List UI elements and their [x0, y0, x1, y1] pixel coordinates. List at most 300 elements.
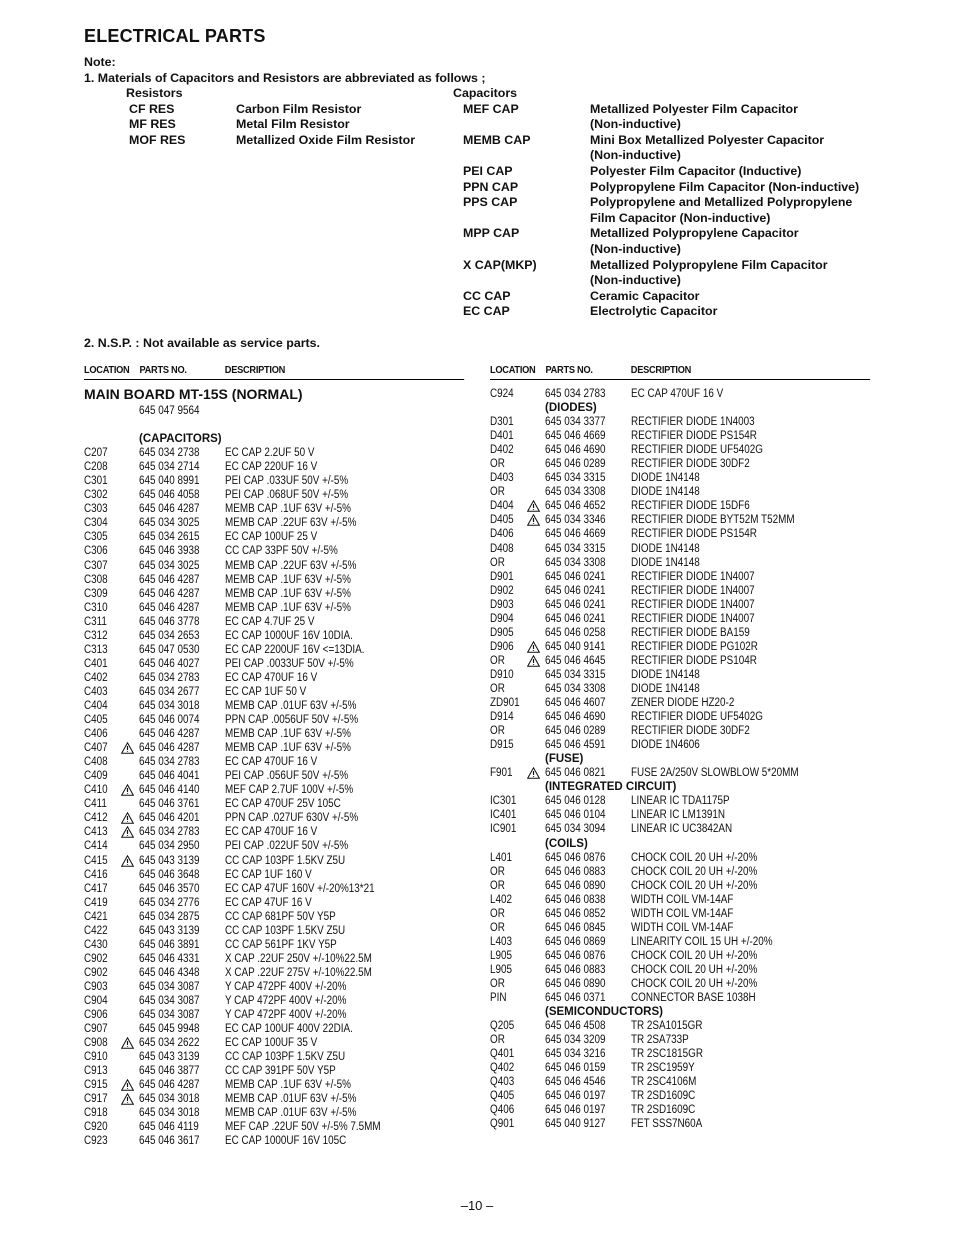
parts-row [84, 657, 464, 671]
part-location-text: C401 [84, 657, 108, 670]
parts-row [84, 530, 464, 544]
parts-row [490, 724, 870, 738]
part-number-text: 645 034 3216 [545, 1048, 606, 1061]
warning-triangle-icon [527, 655, 540, 667]
part-description-text: RECTIFIER DIODE UF5402G [631, 444, 763, 457]
part-number-text: 645 046 0074 [139, 714, 200, 727]
part-description-text: DIODE 1N4148 [631, 472, 700, 485]
part-description-text: WIDTH COIL VM-14AF [631, 907, 734, 920]
part-location-text: D903 [490, 598, 514, 611]
part-description-text: CC CAP 33PF 50V +/-5% [225, 545, 338, 558]
part-number-text: 645 034 3209 [545, 1034, 606, 1047]
part-description-text: RECTIFIER DIODE 1N4007 [631, 612, 755, 625]
warning-triangle-icon [121, 1037, 134, 1049]
header-location: LOCATION [84, 364, 130, 376]
parts-row [490, 485, 870, 499]
part-number-text: 645 046 4645 [545, 654, 606, 667]
header-description: DESCRIPTION [630, 364, 692, 376]
parts-row [490, 415, 870, 429]
warning-triangle-icon [121, 1093, 134, 1105]
part-description-text: EC CAP 1000UF 16V 105C [225, 1135, 347, 1148]
part-location-text: Q401 [490, 1048, 515, 1061]
part-description-text: LINEAR IC UC3842AN [631, 823, 733, 836]
parts-row [490, 443, 870, 457]
abbr-description: Carbon Film Resistor [236, 101, 362, 116]
part-location-text: OR [490, 654, 505, 667]
part-location-text: Q403 [490, 1076, 515, 1089]
part-location-text: C309 [84, 587, 108, 600]
part-number-text: 645 046 4140 [139, 784, 200, 797]
part-number-text: 645 046 0883 [545, 865, 606, 878]
part-number-text: 645 034 2714 [139, 461, 200, 474]
abbr-description-line: Metallized Polypropylene Capacitor [590, 226, 799, 241]
parts-row [84, 488, 464, 502]
abbr-description-line: Mini Box Metallized Polyester Capacitor [590, 132, 825, 147]
part-location-text: C306 [84, 545, 108, 558]
part-number-text: 645 034 2738 [139, 447, 200, 460]
parts-row [490, 640, 870, 654]
part-description-text: TR 2SA733P [631, 1034, 689, 1047]
part-location-text: C412 [84, 812, 108, 825]
abbr-code: X CAP(MKP) [463, 257, 537, 272]
part-number-text: 645 045 9948 [139, 1023, 200, 1036]
part-number-text: 645 034 3018 [139, 1107, 200, 1120]
part-description-text: RECTIFIER DIODE 1N4007 [631, 584, 755, 597]
parts-row [84, 839, 464, 853]
part-location-text: C303 [84, 503, 108, 516]
part-number-text: 645 046 0128 [545, 795, 606, 808]
part-description-text: EC CAP 2200UF 16V <=13DIA. [225, 643, 365, 656]
parts-row [490, 991, 870, 1005]
part-description-text: MEMB CAP .1UF 63V +/-5% [225, 503, 351, 516]
part-number-text: 645 046 0821 [545, 767, 606, 780]
abbr-code: PPS CAP [463, 195, 518, 210]
part-number-text: 645 034 3308 [545, 556, 606, 569]
abbr-description-line: Film Capacitor (Non-inductive) [590, 210, 771, 225]
parts-row [84, 769, 464, 783]
note-1: 1. Materials of Capacitors and Resistors are abbreviated as follows ; [84, 70, 486, 85]
part-number-text: 645 034 3087 [139, 1009, 200, 1022]
part-description-text: EC CAP 470UF 16 V [225, 756, 318, 769]
part-number-text: 645 034 2776 [139, 896, 200, 909]
part-location-text: C410 [84, 784, 108, 797]
part-description-text: Y CAP 472PF 400V +/-20% [225, 980, 347, 993]
abbr-description-line: (Non-inductive) [590, 241, 681, 256]
column-header [84, 362, 464, 380]
part-number-text: 645 046 0241 [545, 612, 606, 625]
part-location-text: L402 [490, 893, 513, 906]
part-description-text: DIODE 1N4148 [631, 556, 700, 569]
abbr-description-line: Metallized Polyester Film Capacitor [590, 101, 798, 116]
part-description-text: EC CAP 47UF 16 V [225, 896, 312, 909]
part-description-text: EC CAP 220UF 16 V [225, 461, 318, 474]
part-description-text: CHOCK COIL 20 UH +/-20% [631, 977, 758, 990]
parts-row [84, 1036, 464, 1050]
part-number-text: 645 046 4591 [545, 739, 606, 752]
part-description-text: MEMB CAP .1UF 63V +/-5% [225, 573, 351, 586]
parts-row [490, 879, 870, 893]
part-location-text: C903 [84, 980, 108, 993]
part-number-text: 645 034 2615 [139, 531, 200, 544]
part-location-text: C414 [84, 840, 108, 853]
warning-triangle-icon [121, 826, 134, 838]
parts-row [490, 387, 870, 401]
part-description-text: EC CAP 470UF 16 V [631, 388, 724, 400]
part-description-text: X CAP .22UF 250V +/-10%22.5M [225, 952, 372, 965]
abbr-description-line: (Non-inductive) [590, 273, 681, 288]
parts-row [84, 587, 464, 601]
warning-triangle-icon [121, 855, 134, 867]
parts-row [84, 854, 464, 868]
part-description-text: WIDTH COIL VM-14AF [631, 893, 734, 906]
part-description-text: RECTIFIER DIODE 15DF6 [631, 500, 750, 513]
part-number-text: 645 046 0197 [545, 1090, 606, 1103]
part-number-text: 645 034 3308 [545, 486, 606, 499]
part-location-text: D301 [490, 416, 514, 429]
abbr-code: MF RES [129, 117, 176, 132]
abbr-description [590, 195, 883, 226]
resistor-abbr-row [129, 133, 415, 149]
part-description-text: EC CAP 100UF 400V 22DIA. [225, 1023, 353, 1036]
part-number-text: 645 034 3315 [545, 542, 606, 555]
parts-row [490, 527, 870, 541]
resistor-list [129, 102, 415, 149]
part-number-text: 645 046 0869 [545, 935, 606, 948]
abbr-description [590, 258, 883, 289]
section-heading-row [490, 837, 870, 851]
capacitor-abbr-row [463, 102, 883, 133]
part-location-text: C910 [84, 1051, 108, 1064]
abbr-description-line: (Non-inductive) [590, 117, 681, 132]
notes-section [84, 55, 884, 319]
part-description-text: Y CAP 472PF 400V +/-20% [225, 1009, 347, 1022]
part-location-text: C915 [84, 1079, 108, 1092]
parts-row [490, 893, 870, 907]
abbr-description: Metallized Oxide Film Resistor [236, 132, 416, 147]
part-description-text: RECTIFIER DIODE PS154R [631, 528, 757, 541]
part-location-text: C415 [84, 854, 108, 867]
part-location-text: C308 [84, 573, 108, 586]
abbr-description [590, 164, 883, 180]
part-description-text: TR 2SD1609C [631, 1104, 696, 1117]
part-location-text: C305 [84, 531, 108, 544]
parts-row [84, 1078, 464, 1092]
abbr-description [590, 180, 883, 196]
part-description-text: TR 2SC1959Y [631, 1062, 695, 1075]
part-number-text: 645 046 3891 [139, 938, 200, 951]
part-location-text: L905 [490, 949, 513, 962]
part-number-text: 645 046 4287 [139, 1079, 200, 1092]
abbr-code: MPP CAP [463, 226, 520, 241]
parts-row [490, 499, 870, 513]
abbr-description [590, 289, 883, 305]
parts-row [490, 584, 870, 598]
part-location-text: C902 [84, 966, 108, 979]
parts-row [490, 935, 870, 949]
part-number-text: 645 046 0890 [545, 879, 606, 892]
part-number-text: 645 046 4348 [139, 966, 200, 979]
part-description-text: TR 2SD1609C [631, 1090, 696, 1103]
part-location-text: Q406 [490, 1104, 515, 1117]
part-description-text: CHOCK COIL 20 UH +/-20% [631, 949, 758, 962]
section-heading: (CAPACITORS) [139, 433, 222, 446]
part-number-text: 645 046 4546 [545, 1076, 606, 1089]
part-number-text: 645 034 3018 [139, 699, 200, 712]
part-description-text: CHOCK COIL 20 UH +/-20% [631, 879, 758, 892]
parts-list-left [84, 404, 464, 1148]
header-parts-no: PARTS NO. [545, 364, 593, 376]
part-location-text: C409 [84, 770, 108, 783]
parts-list-right [490, 387, 870, 1131]
parts-row [490, 710, 870, 724]
part-description-text: RECTIFIER DIODE 30DF2 [631, 458, 750, 471]
part-location-text: OR [490, 907, 505, 920]
part-number-text: 645 046 4287 [139, 728, 200, 741]
parts-row [84, 643, 464, 657]
part-description-text: RECTIFIER DIODE 1N4003 [631, 416, 755, 429]
parts-row [490, 1089, 870, 1103]
part-location-text: C430 [84, 938, 108, 951]
parts-row [84, 966, 464, 980]
abbr-description: Metal Film Resistor [236, 117, 350, 132]
part-location-text: Q205 [490, 1020, 515, 1033]
parts-row [84, 755, 464, 769]
capacitor-list [463, 102, 883, 320]
abbr-description-line: Polypropylene and Metallized Polypropylene [590, 195, 853, 210]
column-header [490, 362, 870, 380]
part-location-text: D404 [490, 500, 514, 513]
part-number-text: 645 046 4287 [139, 742, 200, 755]
section-heading-row [490, 401, 870, 415]
part-description-text: MEF CAP .22UF 50V +/-5% 7.5MM [225, 1121, 381, 1134]
parts-row [84, 868, 464, 882]
part-description-text: LINEAR IC TDA1175P [631, 795, 730, 808]
part-location-text: L403 [490, 935, 513, 948]
part-description-text: DIODE 1N4148 [631, 486, 700, 499]
part-number-text: 645 046 3648 [139, 868, 200, 881]
parts-row [84, 797, 464, 811]
parts-row [490, 1047, 870, 1061]
abbr-description [590, 304, 883, 320]
part-description-text: FET SSS7N60A [631, 1118, 703, 1131]
part-description-text: PEI CAP .068UF 50V +/-5% [225, 489, 349, 502]
part-location-text: D402 [490, 444, 514, 457]
part-number-text: 645 046 4690 [545, 711, 606, 724]
warning-triangle-icon [121, 784, 134, 796]
part-description-text: RECTIFIER DIODE UF5402G [631, 711, 763, 724]
part-description-text: CC CAP 103PF 1.5KV Z5U [225, 854, 346, 867]
parts-row [84, 952, 464, 966]
part-location-text: C419 [84, 896, 108, 909]
parts-column-right [490, 362, 870, 1131]
part-description-text: MEMB CAP .1UF 63V +/-5% [225, 742, 351, 755]
parts-row [84, 1050, 464, 1064]
part-location-text: D401 [490, 430, 514, 443]
section-heading-row [490, 752, 870, 766]
part-description-text: EC CAP 1UF 160 V [225, 868, 312, 881]
part-number-text: 645 034 2677 [139, 685, 200, 698]
parts-row [490, 738, 870, 752]
part-description-text: DIODE 1N4148 [631, 668, 700, 681]
parts-row [84, 446, 464, 460]
part-description-text: MEMB CAP .1UF 63V +/-5% [225, 1079, 351, 1092]
part-location-text: IC301 [490, 795, 517, 808]
part-location-text: C312 [84, 629, 108, 642]
page-number: –10 – [460, 1198, 494, 1213]
part-number-text: 645 034 3025 [139, 559, 200, 572]
part-number-text: 645 046 4508 [545, 1020, 606, 1033]
part-number-text: 645 046 4201 [139, 812, 200, 825]
section-heading: (INTEGRATED CIRCUIT) [545, 781, 677, 794]
capacitor-abbr-row [463, 164, 883, 180]
part-number-text: 645 046 4669 [545, 430, 606, 443]
part-location-text: D403 [490, 472, 514, 485]
abbr-description-line: Ceramic Capacitor [590, 288, 700, 303]
parts-row [490, 1117, 870, 1131]
part-description-text: RECTIFIER DIODE PG102R [631, 640, 758, 653]
part-description-text: MEF CAP 2.7UF 100V +/-5% [225, 784, 354, 797]
part-location-text: OR [490, 921, 505, 934]
part-location-text: C902 [84, 952, 108, 965]
part-number-text: 645 043 3139 [139, 1051, 200, 1064]
part-location-text: D408 [490, 542, 514, 555]
abbr-code: MEMB CAP [463, 132, 531, 147]
abbr-description-line: Metallized Polypropylene Film Capacitor [590, 257, 828, 272]
parts-row [490, 513, 870, 527]
page-title: ELECTRICAL PARTS [84, 26, 266, 46]
note-2: 2. N.S.P. : Not available as service parts. [84, 336, 321, 350]
parts-row [490, 1103, 870, 1117]
parts-row [490, 668, 870, 682]
parts-row [84, 629, 464, 643]
abbr-code: EC CAP [463, 304, 510, 319]
parts-row [84, 741, 464, 755]
part-location-text: PIN [490, 992, 507, 1005]
part-location-text: C208 [84, 461, 108, 474]
parts-row [490, 654, 870, 668]
part-description-text: DIODE 1N4148 [631, 682, 700, 695]
parts-column-left [84, 362, 464, 1148]
part-number-text: 645 034 3346 [545, 514, 606, 527]
part-number-text: 645 046 0289 [545, 725, 606, 738]
parts-row [84, 418, 464, 432]
part-location-text: OR [490, 486, 505, 499]
part-number-text: 645 046 0258 [545, 626, 606, 639]
part-number-text: 645 040 9127 [545, 1118, 606, 1131]
part-number-text: 645 046 0197 [545, 1104, 606, 1117]
part-location-text: C310 [84, 601, 108, 614]
part-description-text: CC CAP 391PF 50V Y5P [225, 1065, 336, 1078]
part-description-text: RECTIFIER DIODE PS104R [631, 654, 757, 667]
capacitor-abbr-row [463, 195, 883, 226]
header-location: LOCATION [490, 364, 536, 376]
part-location-text: D910 [490, 668, 514, 681]
parts-row [84, 460, 464, 474]
part-description-text: LINEAR IC LM1391N [631, 809, 725, 822]
part-location-text: C924 [490, 388, 514, 400]
part-location-text: IC401 [490, 809, 517, 822]
part-number-text: 645 046 0241 [545, 570, 606, 583]
part-number-text: 645 046 4690 [545, 444, 606, 457]
part-number-text: 645 046 4041 [139, 770, 200, 783]
parts-row [84, 671, 464, 685]
part-number-text: 645 046 0845 [545, 921, 606, 934]
part-location-text: C923 [84, 1135, 108, 1148]
part-location-text: OR [490, 977, 505, 990]
parts-row [84, 1064, 464, 1078]
part-location-text: D902 [490, 584, 514, 597]
part-description-text: EC CAP 1UF 50 V [225, 685, 307, 698]
part-location-text: C411 [84, 798, 107, 811]
part-location-text: C421 [84, 910, 108, 923]
part-location-text: C302 [84, 489, 108, 502]
parts-row [84, 980, 464, 994]
capacitor-abbr-row [463, 258, 883, 289]
parts-row [490, 766, 870, 780]
resistors-header: Resistors [126, 86, 183, 100]
part-location-text: C405 [84, 714, 108, 727]
part-number-text: 645 046 0371 [545, 992, 606, 1005]
part-location-text: C402 [84, 671, 108, 684]
part-description-text: RECTIFIER DIODE 30DF2 [631, 725, 750, 738]
parts-row [84, 516, 464, 530]
part-number-text: 645 046 0159 [545, 1062, 606, 1075]
parts-row [84, 502, 464, 516]
section-heading: (DIODES) [545, 402, 597, 415]
parts-row [84, 1134, 464, 1148]
parts-row [84, 474, 464, 488]
part-number-text: 645 046 3761 [139, 798, 200, 811]
parts-row [84, 601, 464, 615]
warning-triangle-icon [121, 742, 134, 754]
parts-row [490, 1061, 870, 1075]
abbr-code: PEI CAP [463, 163, 513, 178]
part-number-text: 645 046 3617 [139, 1135, 200, 1148]
part-location-text: C920 [84, 1121, 108, 1134]
part-number-text: 645 034 3315 [545, 472, 606, 485]
part-number-text: 645 046 4287 [139, 601, 200, 614]
parts-row [84, 896, 464, 910]
part-location-text: OR [490, 725, 505, 738]
section-heading-row [84, 432, 464, 446]
part-description-text: RECTIFIER DIODE 1N4007 [631, 570, 755, 583]
parts-row [490, 865, 870, 879]
parts-row [490, 977, 870, 991]
part-location-text: C307 [84, 559, 108, 572]
part-description-text: DIODE 1N4606 [631, 739, 700, 752]
parts-row [84, 1092, 464, 1106]
part-number-text: 645 047 9564 [139, 405, 200, 417]
note-label: Note: [84, 55, 116, 69]
part-number-text: 645 034 2783 [139, 756, 200, 769]
part-description-text: RECTIFIER DIODE BYT52M T52MM [631, 514, 795, 527]
abbr-code: CC CAP [463, 288, 511, 303]
parts-row [490, 542, 870, 556]
part-description-text: CC CAP 561PF 1KV Y5P [225, 938, 337, 951]
part-number-text: 645 046 4331 [139, 952, 200, 965]
part-location-text: D914 [490, 711, 514, 724]
parts-row [84, 713, 464, 727]
part-number-text: 645 034 3308 [545, 682, 606, 695]
capacitor-abbr-row [463, 304, 883, 320]
part-number-text: 645 046 4607 [545, 697, 606, 710]
part-number-text: 645 046 0241 [545, 584, 606, 597]
parts-row [84, 1120, 464, 1134]
part-location-text: C918 [84, 1107, 108, 1120]
part-description-text: CONNECTOR BASE 1038H [631, 992, 756, 1005]
part-description-text: RECTIFIER DIODE 1N4007 [631, 598, 755, 611]
section-heading: (FUSE) [545, 753, 584, 766]
